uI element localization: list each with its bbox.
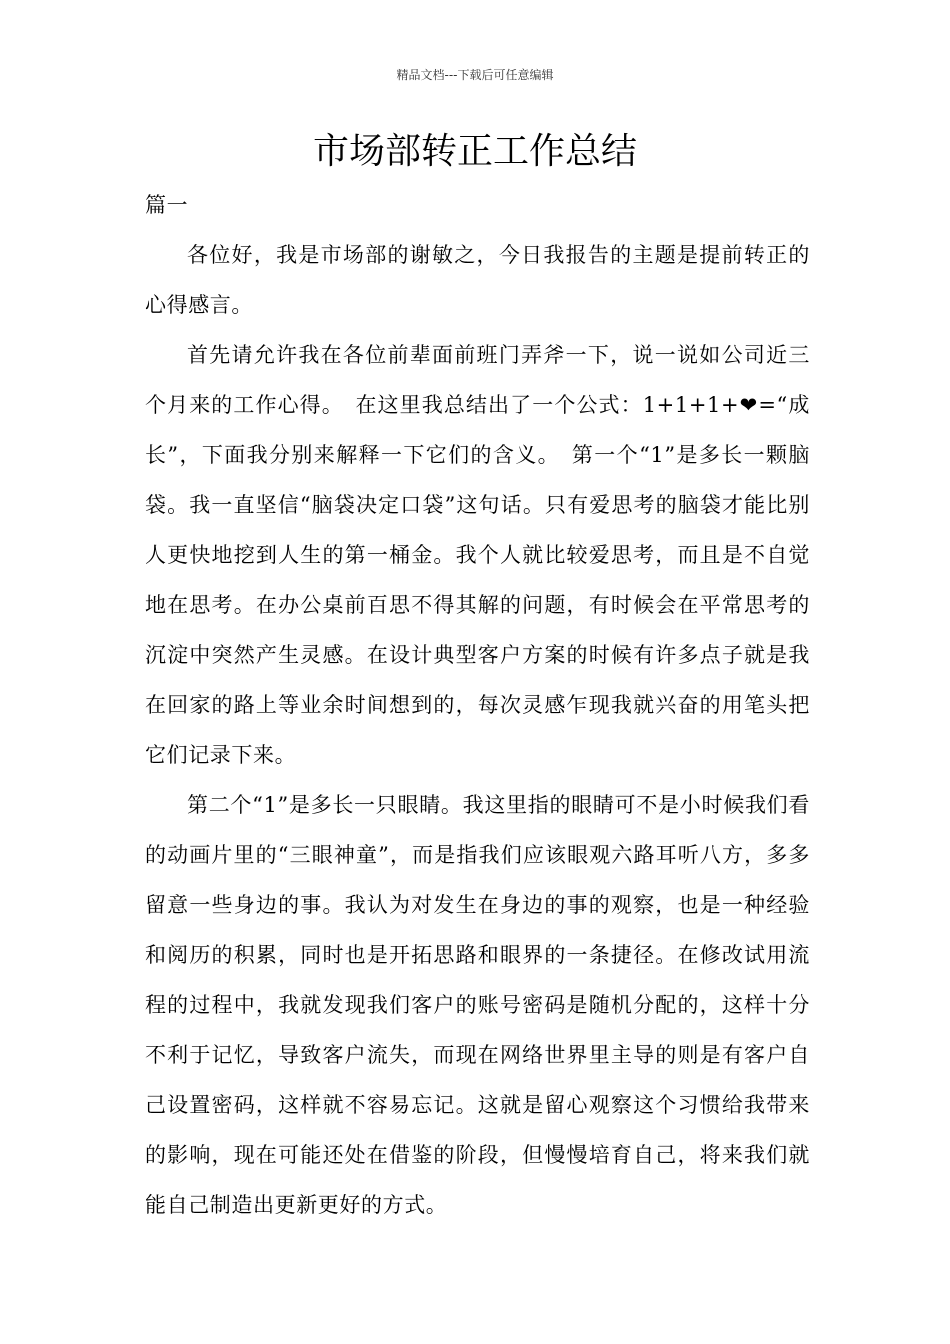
paragraph-first-point: 首先请允许我在各位前辈面前班门弄斧一下，说一说如公司近三个月来的工作心得。 在这里我总结出了一个公式：1+1+1+❤=“成长”，下面我分别来解释一下它们的含义。 第一个“1”是多长一颗脑袋。我一直坚信“脑袋决定口袋”这句话。只有爱思考的脑袋才能比别人更快地挖到人生的第一桶金。我个人就比较爱思考，而且是不自觉地在思考。在办公桌前百思不得其解的问题，有时候会在平常思考的沉淀中突然产生灵感。在设计典型客户方案的时候有许多点子就是我在回家的路上等业余时间想到的，每次灵感乍现我就兴奋的用笔头把它们记录下来。 — [145, 343, 810, 767]
section-label: 篇一 — [145, 193, 189, 217]
paragraph-second-point: 第二个“1”是多长一只眼睛。我这里指的眼睛可不是小时候我们看的动画片里的“三眼神童”，而是指我们应该眼观六路耳听八方，多多留意一些身边的事。我认为对发生在身边的事的观察，也是一种经验和阅历的积累，同时也是开拓思路和眼界的一条捷径。在修改试用流程的过程中，我就发现我们客户的账号密码是随机分配的，这样十分不利于记忆，导致客户流失，而现在网络世界里主导的则是有客户自己设置密码，这样就不容易忘记。这就是留心观察这个习惯给我带来的影响，现在可能还处在借鉴的阶段，但慢慢培育自己，将来我们就能自己制造出更新更好的方式。 — [145, 793, 810, 1217]
document-title: 市场部转正工作总结 — [312, 131, 637, 172]
header-note: 精品文档---下载后可任意编辑 — [396, 68, 554, 82]
document-body — [145, 180, 810, 1230]
paragraph-intro: 各位好，我是市场部的谢敏之，今日我报告的主题是提前转正的心得感言。 — [145, 243, 810, 317]
